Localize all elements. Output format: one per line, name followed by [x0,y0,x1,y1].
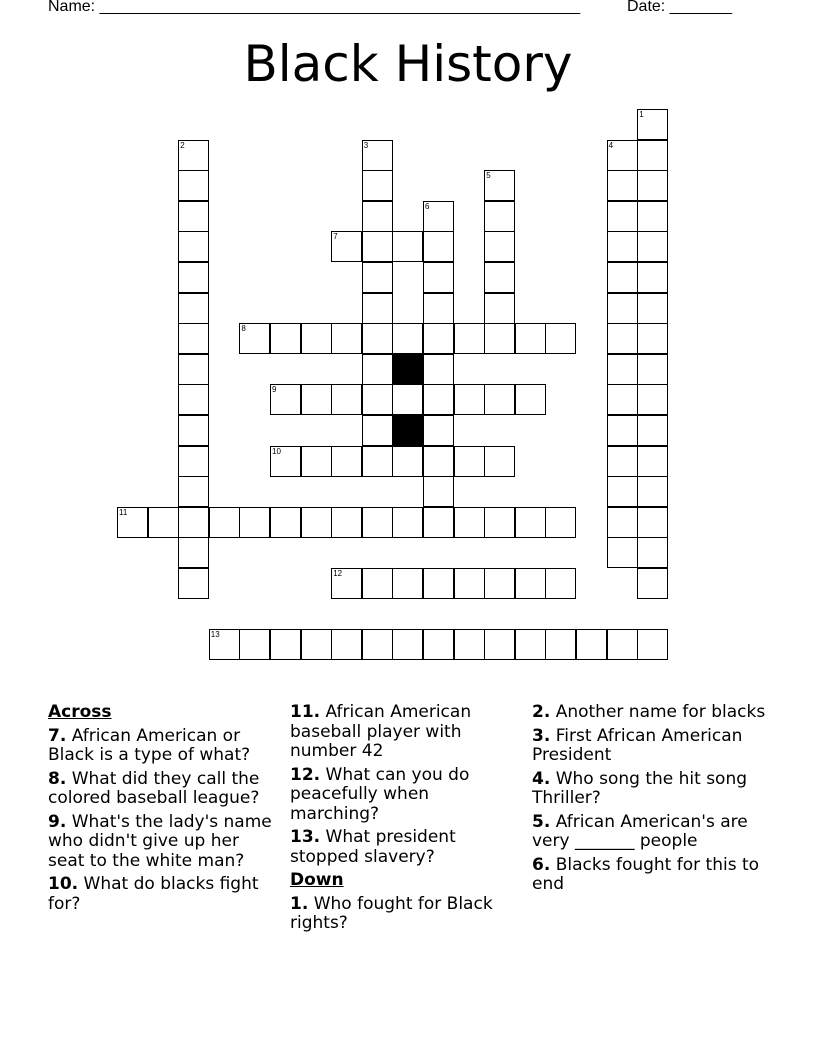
grid-cell[interactable] [362,354,393,385]
grid-cell[interactable] [331,446,362,477]
grid-cell[interactable] [331,323,362,354]
grid-cell[interactable] [545,507,576,538]
grid-cell[interactable] [239,629,270,660]
grid-cell[interactable] [362,384,393,415]
grid-cell[interactable] [270,446,301,477]
grid-cell[interactable] [515,323,546,354]
across-heading: Across [48,702,112,722]
clue-text: What's the lady's name who didn't give up her seat to the white man? [48,811,272,871]
grid-cell[interactable] [392,384,423,415]
clue-text: African American's are very _______ people [532,811,748,851]
grid-cell[interactable] [362,568,393,599]
cell-number: 6 [425,201,430,211]
clue-across-11 [290,703,522,762]
grid-cell[interactable] [423,446,454,477]
grid-cell[interactable] [607,354,638,385]
clue-text: Who song the hit song Thriller? [532,768,748,808]
grid-cell[interactable] [117,507,148,538]
down-heading: Down [290,870,344,890]
grid-cell[interactable] [362,170,393,201]
grid-cell[interactable] [423,629,454,660]
clue-number: 5. [532,811,551,832]
grid-cell[interactable] [423,231,454,262]
cell-number: 4 [608,140,614,150]
grid-cell[interactable] [484,507,515,538]
cell-number: 11 [119,507,128,517]
grid-cell[interactable] [362,507,393,538]
clue-down-5 [532,813,768,852]
grid-cell[interactable] [362,140,393,171]
grid-cell[interactable] [239,323,270,354]
grid-cell[interactable] [545,568,576,599]
grid-cell[interactable] [178,537,209,568]
grid-cell[interactable] [484,568,515,599]
grid-cell[interactable] [637,446,668,477]
grid-cell[interactable] [484,201,515,232]
grid-cell[interactable] [392,507,423,538]
grid-cell[interactable] [484,231,515,262]
cell-number: 9 [272,385,277,395]
clue-number: 4. [532,768,551,789]
grid-cell[interactable] [362,231,393,262]
grid-cell[interactable] [515,384,546,415]
grid-cell[interactable] [637,262,668,293]
grid-cell[interactable] [392,568,423,599]
grid-cell[interactable] [637,476,668,507]
grid-cell[interactable] [607,323,638,354]
clue-column-1 [48,703,280,918]
clue-column-2 [290,703,522,938]
name-field[interactable]: Name: ______________________________________________________ [48,0,581,15]
grid-cell[interactable] [454,384,485,415]
grid-cell[interactable] [178,507,209,538]
grid-cell[interactable] [331,384,362,415]
grid-cell[interactable] [484,446,515,477]
cell-number: 10 [272,446,281,456]
clue-number: 11. [290,702,321,722]
clue-text: African American or Black is a type of what? [48,725,251,765]
grid-cell[interactable] [331,231,362,262]
clue-across-13 [290,828,522,867]
clue-down-4 [532,770,768,809]
grid-cell[interactable] [331,629,362,660]
grid-cell[interactable] [423,262,454,293]
grid-cell[interactable] [178,293,209,324]
grid-cell[interactable] [637,323,668,354]
grid-cell[interactable] [454,446,485,477]
grid-cell[interactable] [607,629,638,660]
clue-number: 8. [48,768,67,789]
grid-cell[interactable] [454,568,485,599]
clue-across-8 [48,770,280,809]
grid-cell[interactable] [392,323,423,354]
grid-cell[interactable] [607,140,638,171]
grid-cell[interactable] [607,384,638,415]
grid-cell[interactable] [270,384,301,415]
grid-cell[interactable] [178,231,209,262]
cell-number: 12 [333,569,343,578]
grid-cell[interactable] [607,446,638,477]
grid-cell[interactable] [423,354,454,385]
clue-number: 13. [290,827,321,847]
grid-cell[interactable] [392,629,423,660]
grid-cell[interactable] [270,323,301,354]
clue-text: What can you do peacefully when marching? [290,764,470,824]
grid-cell[interactable] [576,629,607,660]
grid-cell[interactable] [637,507,668,538]
grid-cell[interactable] [331,568,362,599]
grid-cell[interactable] [637,231,668,262]
grid-cell[interactable] [484,262,515,293]
grid-cell[interactable] [423,415,454,446]
clue-across-9 [48,813,280,872]
clue-text: Another name for blacks [555,702,766,722]
clue-down-3 [532,727,768,766]
grid-cell[interactable] [637,354,668,385]
cell-number: 13 [210,630,220,640]
clue-text: What do blacks fight for? [48,874,259,914]
black-square [392,415,423,446]
clue-number: 12. [290,764,321,785]
cell-number: 7 [333,232,338,242]
cell-number: 8 [241,324,246,334]
grid-cell[interactable] [178,262,209,293]
grid-cell[interactable] [362,201,393,232]
grid-cell[interactable] [362,262,393,293]
grid-cell[interactable] [423,384,454,415]
grid-cell[interactable] [637,140,668,171]
grid-cell[interactable] [484,170,515,201]
clue-text: What did they call the colored baseball league? [48,768,260,808]
date-field[interactable]: Date: _______ [627,0,732,15]
grid-cell[interactable] [637,109,668,140]
grid-cell[interactable] [637,201,668,232]
grid-cell[interactable] [362,446,393,477]
grid-cell[interactable] [301,629,332,660]
grid-cell[interactable] [545,323,576,354]
grid-cell[interactable] [178,568,209,599]
black-square [392,354,423,385]
grid-cell[interactable] [392,231,423,262]
clue-number: 1. [290,893,309,914]
grid-cell[interactable] [607,262,638,293]
grid-cell[interactable] [637,384,668,415]
clue-across-7 [48,727,280,766]
grid-cell[interactable] [484,323,515,354]
grid-cell[interactable] [423,568,454,599]
grid-cell[interactable] [637,629,668,660]
grid-cell[interactable] [545,629,576,660]
grid-cell[interactable] [270,507,301,538]
clue-down-2 [532,703,768,723]
grid-cell[interactable] [178,354,209,385]
grid-cell[interactable] [423,201,454,232]
clue-text: Who fought for Black rights? [290,893,493,933]
grid-cell[interactable] [148,507,179,538]
grid-cell[interactable] [331,507,362,538]
cell-number: 1 [639,110,644,119]
cell-number: 2 [180,140,185,150]
grid-cell[interactable] [423,507,454,538]
grid-cell[interactable] [515,568,546,599]
grid-cell[interactable] [637,568,668,599]
grid-cell[interactable] [362,629,393,660]
grid-cell[interactable] [607,537,638,568]
grid-cell[interactable] [178,476,209,507]
grid-cell[interactable] [454,507,485,538]
grid-cell[interactable] [301,323,332,354]
clue-text: Blacks fought for this to end [532,854,760,894]
grid-cell[interactable] [607,507,638,538]
grid-cell[interactable] [178,415,209,446]
grid-cell[interactable] [270,629,301,660]
grid-cell[interactable] [362,293,393,324]
grid-cell[interactable] [607,170,638,201]
clue-down-1 [290,895,522,934]
clue-down-6 [532,856,768,895]
grid-cell[interactable] [515,629,546,660]
page-title: Black History [243,35,573,93]
grid-cell[interactable] [637,170,668,201]
grid-cell[interactable] [454,629,485,660]
grid-cell[interactable] [178,446,209,477]
clue-across-10 [48,875,280,914]
grid-cell[interactable] [607,201,638,232]
grid-cell[interactable] [239,507,270,538]
grid-cell[interactable] [178,384,209,415]
clue-column-3 [532,703,768,899]
grid-cell[interactable] [607,293,638,324]
grid-cell[interactable] [362,323,393,354]
grid-cell[interactable] [301,507,332,538]
clue-text: African American baseball player with number 42 [290,702,472,761]
clue-across-12 [290,766,522,825]
grid-cell[interactable] [178,201,209,232]
grid-cell[interactable] [607,476,638,507]
grid-cell[interactable] [484,384,515,415]
clue-number: 6. [532,854,551,875]
grid-cell[interactable] [637,293,668,324]
clue-number: 3. [532,725,551,746]
grid-cell[interactable] [362,415,393,446]
grid-cell[interactable] [637,415,668,446]
grid-cell[interactable] [423,476,454,507]
clue-text: What president stopped slavery? [290,827,456,867]
grid-cell[interactable] [515,507,546,538]
clue-number: 2. [532,702,551,722]
grid-cell[interactable] [607,415,638,446]
grid-cell[interactable] [484,293,515,324]
grid-cell[interactable] [209,507,240,538]
grid-cell[interactable] [392,446,423,477]
grid-cell[interactable] [607,231,638,262]
grid-cell[interactable] [301,384,332,415]
clue-number: 9. [48,811,67,832]
grid-cell[interactable] [637,537,668,568]
grid-cell[interactable] [423,293,454,324]
grid-cell[interactable] [301,446,332,477]
clue-text: First African American President [532,725,743,765]
grid-cell[interactable] [209,629,240,660]
cell-number: 3 [363,140,369,150]
grid-cell[interactable] [454,323,485,354]
cell-number: 5 [486,171,491,181]
grid-cell[interactable] [423,323,454,354]
grid-cell[interactable] [484,629,515,660]
grid-cell[interactable] [178,140,209,171]
clue-number: 10. [48,874,79,894]
grid-cell[interactable] [178,170,209,201]
grid-cell[interactable] [178,323,209,354]
clue-number: 7. [48,725,67,746]
